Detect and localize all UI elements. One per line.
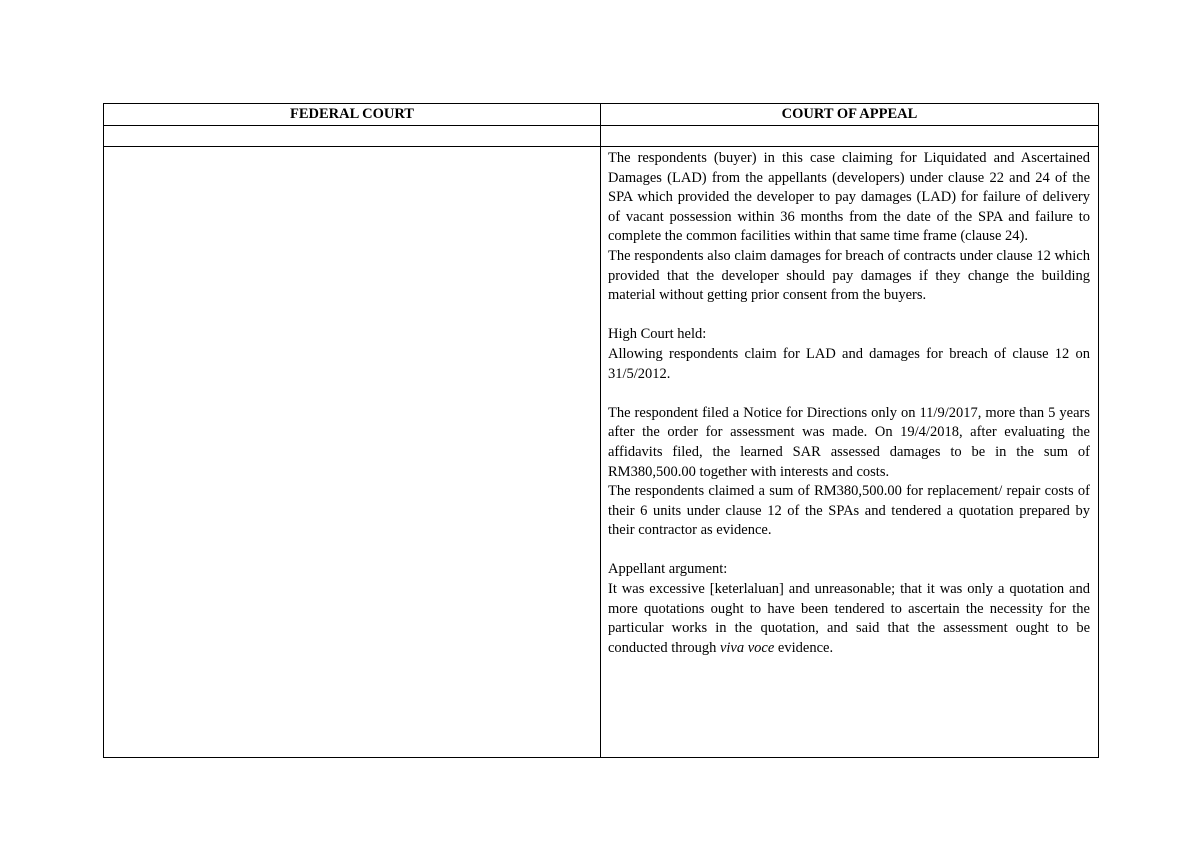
appellant-argument-main: It was excessive [keterlaluan] and unreasonable; that it was only a quotation and more quotations ought to have been tendered to ascertain the necessity for the particular works in the quotation, and said that the assessment ought to be conducted through	[608, 581, 1090, 656]
replacement-costs-paragraph: The respondents claimed a sum of RM380,500.00 for replacement/ repair costs of their 6 units under clause 12 of the SPAs and tendered a quotation prepared by their contractor as evidence.	[608, 483, 1090, 539]
header-federal-court: FEDERAL COURT	[104, 104, 601, 125]
high-court-heading: High Court held:	[608, 326, 707, 343]
appellant-argument-heading: Appellant argument:	[608, 561, 728, 578]
court-of-appeal-text	[601, 147, 1098, 658]
notice-for-directions-paragraph: The respondent filed a Notice for Directions only on 11/9/2017, more than 5 years after the order for assessment was made. On 19/4/2018, after evaluating the affidavits filed, the learned SAR assessed damages to be in the sum of RM380,500.00 together with interests and costs.	[608, 404, 1090, 480]
table-content-row	[104, 147, 1098, 758]
table-header-row	[104, 104, 1098, 126]
header-court-of-appeal: COURT OF APPEAL	[781, 106, 918, 122]
appellant-argument-text	[608, 580, 1090, 658]
table-empty-row	[104, 126, 1098, 147]
court-of-appeal-content-cell	[601, 147, 1098, 757]
federal-court-content-cell	[104, 147, 601, 757]
facts-paragraph-breach: The respondents also claim damages for breach of contracts under clause 12 which provided that the developer should pay damages if they change the building material without getting prior consent from the buyers.	[608, 247, 1090, 304]
empty-cell-court-of-appeal	[601, 126, 1098, 146]
appellant-argument-end: evidence.	[774, 639, 834, 656]
case-comparison-table	[103, 103, 1099, 758]
empty-cell-federal-court	[104, 126, 601, 146]
viva-voce-term: viva voce	[719, 639, 775, 656]
high-court-holding: Allowing respondents claim for LAD and damages for breach of clause 12 on 31/5/2012.	[608, 345, 1090, 382]
facts-paragraph-lad: The respondents (buyer) in this case claiming for Liquidated and Ascertained Damages (LAD) from the appellants (developers) under clause 22 and 24 of the SPA which provided the developer to pay damages (LAD) for failure of delivery of vacant possession within 36 months from the date of the SPA and failure to complete the common facilities within that same time frame (clause 24).	[608, 150, 1090, 245]
